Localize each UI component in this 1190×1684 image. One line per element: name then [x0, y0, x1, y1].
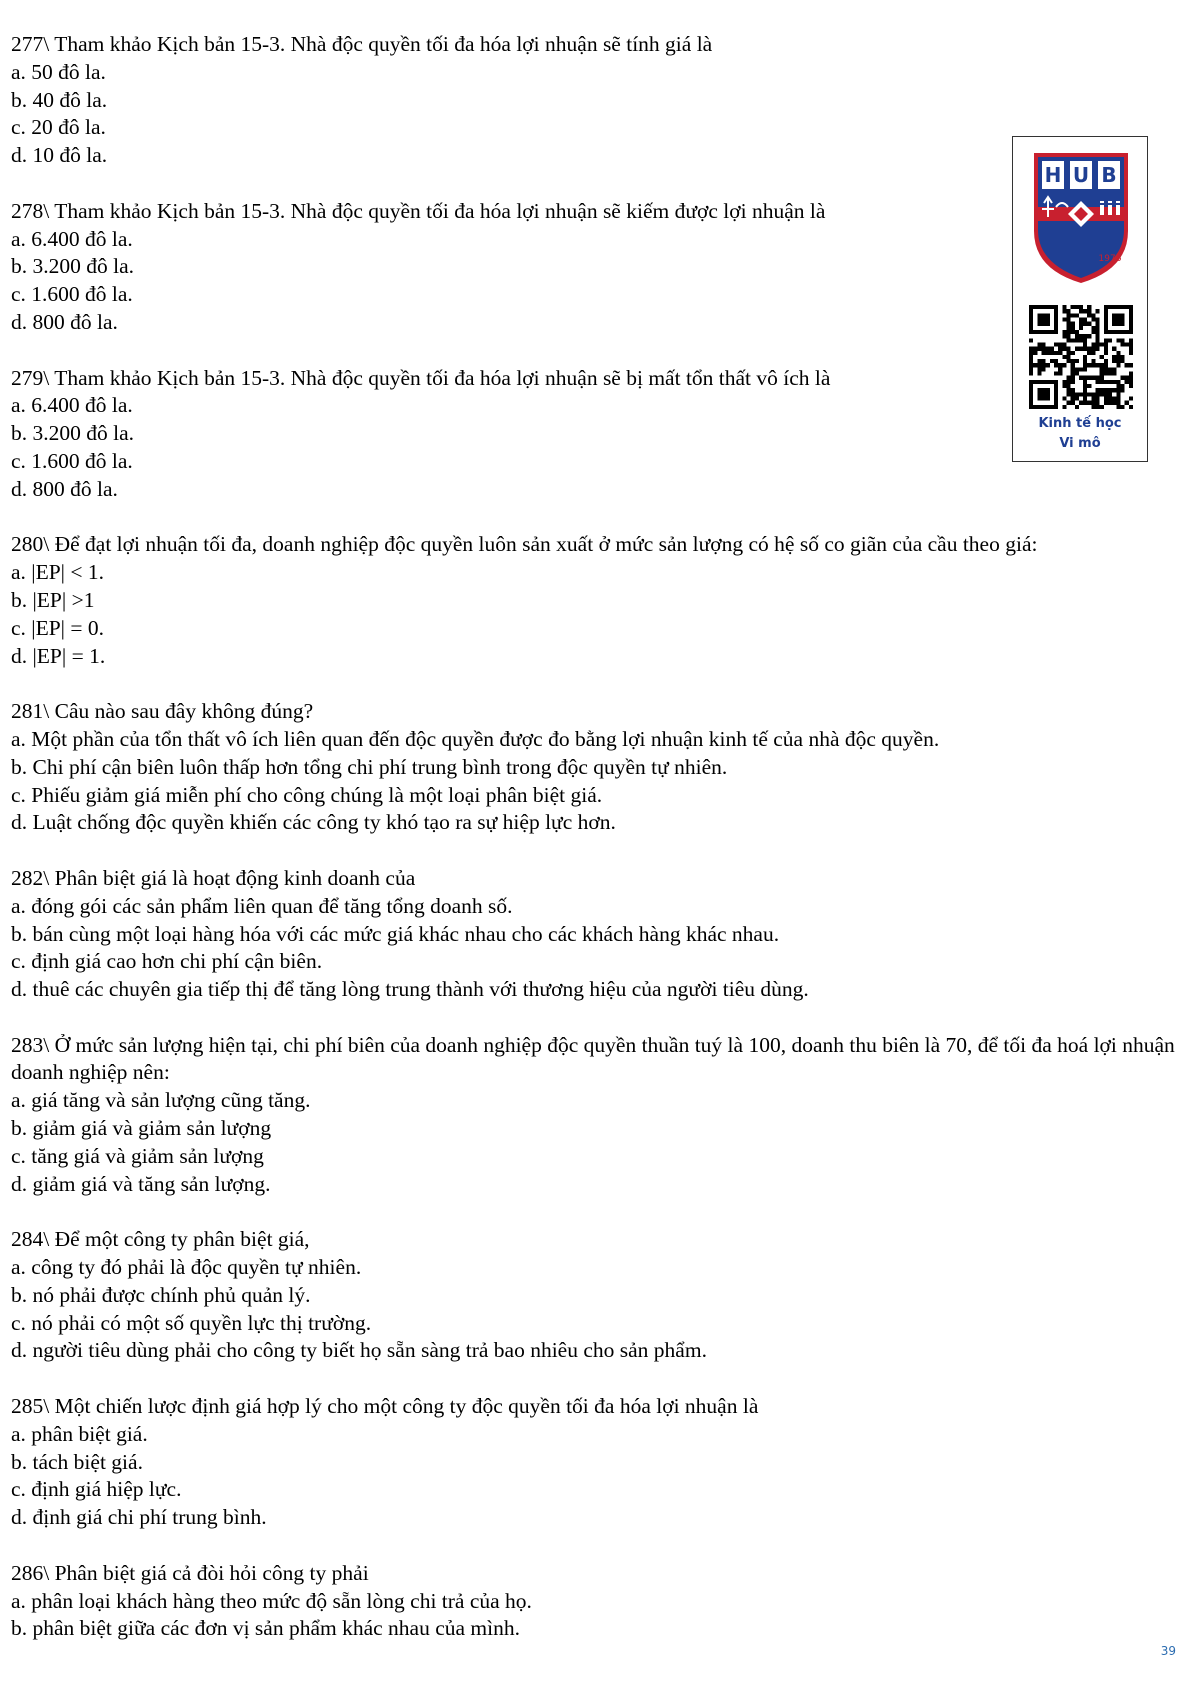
- answer-option: d. giảm giá và tăng sản lượng.: [11, 1171, 271, 1196]
- logo-caption-line2: Vi mô: [1059, 436, 1101, 451]
- answer-option: a. đóng gói các sản phẩm liên quan để tăng tổng doanh số.: [11, 893, 513, 918]
- question-stem: 286\ Phân biệt giá cả đòi hỏi công ty phải: [11, 1560, 369, 1585]
- answer-option: c. 1.600 đô la.: [11, 448, 133, 473]
- question-block: [11, 865, 1179, 1004]
- answer-option: a. công ty đó phải là độc quyền tự nhiên.: [11, 1255, 362, 1280]
- answer-option: b. tách biệt giá.: [11, 1449, 143, 1474]
- answer-option: b. |EP| >1: [11, 587, 95, 612]
- question-block: [11, 198, 1179, 337]
- answer-option: b. nó phải được chính phủ quản lý.: [11, 1282, 311, 1307]
- question-stem: 280\ Để đạt lợi nhuận tối đa, doanh nghiệp độc quyền luôn sản xuất ở mức sản lượng có hệ số co giãn của cầu theo giá:: [11, 532, 1038, 557]
- hub-shield-logo: [1030, 149, 1132, 287]
- question-stem: 284\ Để một công ty phân biệt giá,: [11, 1227, 310, 1252]
- question-stem: 283\ Ở mức sản lượng hiện tại, chi phí biên của doanh nghiệp độc quyền thuần tuý là 100, doanh thu biên là 70, để tối đa hoá lợi nhuận doanh nghiệp nên:: [11, 1032, 1175, 1085]
- answer-option: d. 800 đô la.: [11, 476, 118, 501]
- answer-option: c. 1.600 đô la.: [11, 282, 133, 307]
- answer-option: a. Một phần của tổn thất vô ích liên quan đến độc quyền được đo bằng lợi nhuận kinh tế của nhà độc quyền.: [11, 726, 940, 751]
- question-stem: 277\ Tham khảo Kịch bản 15-3. Nhà độc quyền tối đa hóa lợi nhuận sẽ tính giá là: [11, 32, 713, 56]
- answer-option: b. 3.200 đô la.: [11, 254, 135, 279]
- answer-option: b. 40 đô la.: [11, 87, 108, 112]
- answer-option: b. giảm giá và giảm sản lượng: [11, 1116, 272, 1141]
- answer-option: a. phân loại khách hàng theo mức độ sẵn lòng chi trả của họ.: [11, 1588, 532, 1613]
- question-block: [11, 1393, 1179, 1532]
- question-block: [11, 365, 1179, 504]
- question-stem: 285\ Một chiến lược định giá hợp lý cho một công ty độc quyền tối đa hóa lợi nhuận là: [11, 1394, 759, 1419]
- logo-letter-u: U: [1072, 163, 1090, 187]
- question-block: [11, 31, 1179, 170]
- question-stem: 279\ Tham khảo Kịch bản 15-3. Nhà độc quyền tối đa hóa lợi nhuận sẽ bị mất tổn thất vô ích là: [11, 365, 831, 390]
- question-stem: 278\ Tham khảo Kịch bản 15-3. Nhà độc quyền tối đa hóa lợi nhuận sẽ kiếm được lợi nhuận là: [11, 198, 826, 223]
- answer-option: d. định giá chi phí trung bình.: [11, 1505, 267, 1530]
- answer-option: a. 50 đô la.: [11, 59, 106, 84]
- question-block: [11, 698, 1179, 837]
- answer-option: c. 20 đô la.: [11, 115, 106, 140]
- answer-option: c. định giá cao hơn chi phí cận biên.: [11, 949, 323, 974]
- answer-option: d. Luật chống độc quyền khiến các công ty khó tạo ra sự hiệp lực hơn.: [11, 810, 616, 835]
- logo-letter-h: H: [1044, 163, 1062, 187]
- answer-option: c. tăng giá và giảm sản lượng: [11, 1143, 264, 1168]
- answer-option: d. 10 đô la.: [11, 143, 108, 168]
- question-block: [11, 1032, 1179, 1199]
- answer-option: d. |EP| = 1.: [11, 643, 106, 668]
- answer-option: a. 6.400 đô la.: [11, 393, 133, 418]
- answer-option: c. Phiếu giảm giá miễn phí cho công chúng là một loại phân biệt giá.: [11, 782, 603, 807]
- answer-option: a. 6.400 đô la.: [11, 226, 133, 251]
- answer-option: d. thuê các chuyên gia tiếp thị để tăng lòng trung thành với thương hiệu của người tiêu dùng.: [11, 977, 809, 1002]
- answer-option: c. định giá hiệp lực.: [11, 1477, 182, 1502]
- answer-option: b. bán cùng một loại hàng hóa với các mức giá khác nhau cho các khách hàng khác nhau.: [11, 921, 780, 946]
- answer-option: c. |EP| = 0.: [11, 615, 104, 640]
- hub-logo-card: [1012, 136, 1148, 462]
- question-block: [11, 1226, 1179, 1365]
- question-block: [11, 1560, 1179, 1643]
- logo-year: 1976: [1098, 254, 1122, 264]
- answer-option: a. |EP| < 1.: [11, 560, 104, 585]
- question-stem: 282\ Phân biệt giá là hoạt động kinh doanh của: [11, 865, 416, 890]
- answer-option: d. 800 đô la.: [11, 309, 118, 334]
- answer-option: a. phân biệt giá.: [11, 1421, 148, 1446]
- answer-option: a. giá tăng và sản lượng cũng tăng.: [11, 1088, 311, 1113]
- question-list: [11, 31, 1179, 1671]
- question-block: [11, 531, 1179, 670]
- answer-option: b. phân biệt giữa các đơn vị sản phẩm khác nhau của mình.: [11, 1616, 521, 1641]
- answer-option: c. nó phải có một số quyền lực thị trường.: [11, 1310, 372, 1335]
- logo-caption-line1: Kinh tế học: [1038, 416, 1122, 431]
- qr-code: [1029, 305, 1133, 409]
- question-stem: 281\ Câu nào sau đây không đúng?: [11, 699, 314, 724]
- answer-option: b. 3.200 đô la.: [11, 421, 135, 446]
- logo-letter-b: B: [1101, 163, 1117, 187]
- page-number: 39: [1160, 1644, 1176, 1658]
- answer-option: b. Chi phí cận biên luôn thấp hơn tổng chi phí trung bình trong độc quyền tự nhiên.: [11, 754, 728, 779]
- answer-option: d. người tiêu dùng phải cho công ty biết họ sẵn sàng trả bao nhiêu cho sản phẩm.: [11, 1338, 707, 1363]
